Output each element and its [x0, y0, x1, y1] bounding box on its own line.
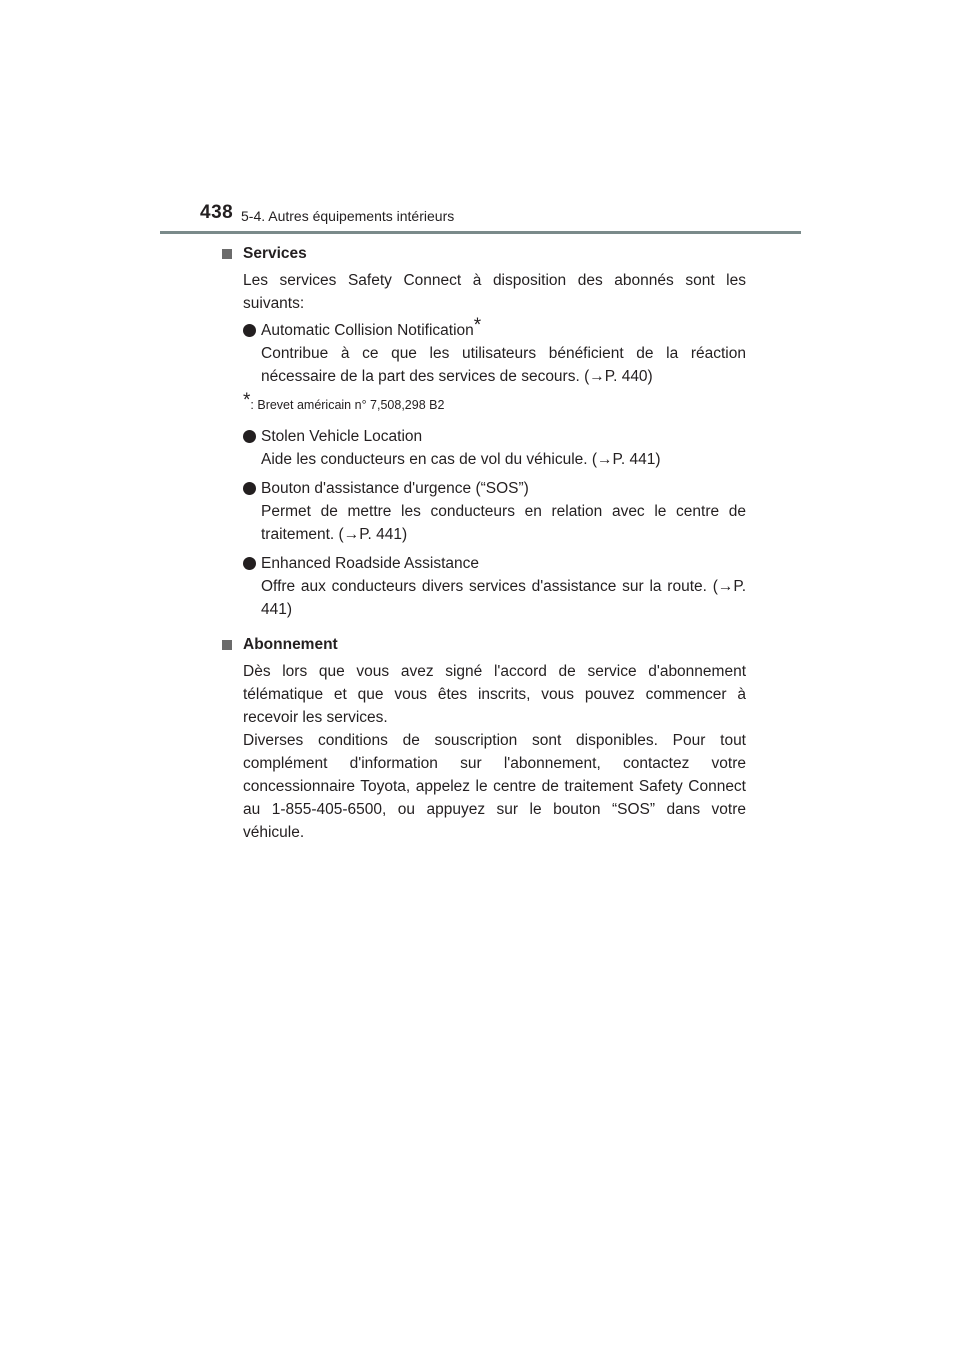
- circle-bullet-icon: [243, 482, 256, 495]
- header-rule: [160, 231, 801, 234]
- list-item-desc: Contribue à ce que les utilisateurs bénéficient de la réaction nécessaire de la part des services de secours. (→P. 440): [261, 345, 746, 385]
- page-content: [222, 242, 746, 848]
- list-item-title: Stolen Vehicle Location: [261, 428, 423, 445]
- list-item-title: Automatic Collision Notification*: [261, 315, 482, 339]
- circle-bullet-icon: [243, 430, 256, 443]
- list-item: [222, 552, 746, 621]
- abonnement-para-2: Diverses conditions de souscription sont disponibles. Pour tout complément d'information sur l'abonnement, contactez votre concessionnaire Toyota, appelez le centre de traitement Safety Connect au 1-855-405-6500, ou appuyez sur le bouton “SOS” dans votre véhicule.: [243, 732, 746, 841]
- list-item-desc: Offre aux conducteurs divers services d'assistance sur la route. (→P. 441): [261, 578, 746, 618]
- list-item-desc: Aide les conducteurs en cas de vol du véhicule. (→P. 441): [261, 451, 661, 468]
- asterisk-mark: *: [473, 315, 482, 336]
- list-item: [222, 315, 746, 388]
- page-number: 438: [200, 202, 234, 223]
- page-header: [200, 202, 800, 242]
- square-bullet-icon: [222, 249, 232, 259]
- circle-bullet-icon: [243, 557, 256, 570]
- services-intro: Les services Safety Connect à disposition des abonnés sont les suivants:: [243, 272, 746, 312]
- services-heading: Services: [222, 242, 746, 265]
- list-item-title: Bouton d'assistance d'urgence (“SOS”): [261, 480, 529, 497]
- footnote-asterisk: *: [243, 390, 251, 411]
- section-title: 5-4. Autres équipements intérieurs: [241, 208, 455, 224]
- list-item: [222, 477, 746, 546]
- list-item: [222, 425, 746, 471]
- footnote-text: : Brevet américain n° 7,508,298 B2: [250, 398, 445, 412]
- footnote: [222, 390, 746, 417]
- list-item-title: Enhanced Roadside Assistance: [261, 555, 480, 572]
- abonnement-heading: Abonnement: [222, 633, 746, 656]
- list-item-desc: Permet de mettre les conducteurs en relation avec le centre de traitement. (→P. 441): [261, 503, 746, 543]
- square-bullet-icon: [222, 640, 232, 650]
- circle-bullet-icon: [243, 324, 256, 337]
- abonnement-para-1: Dès lors que vous avez signé l'accord de service d'abonnement télématique et que vous êtes inscrits, vous pouvez commencer à recevoir les services.: [243, 663, 746, 726]
